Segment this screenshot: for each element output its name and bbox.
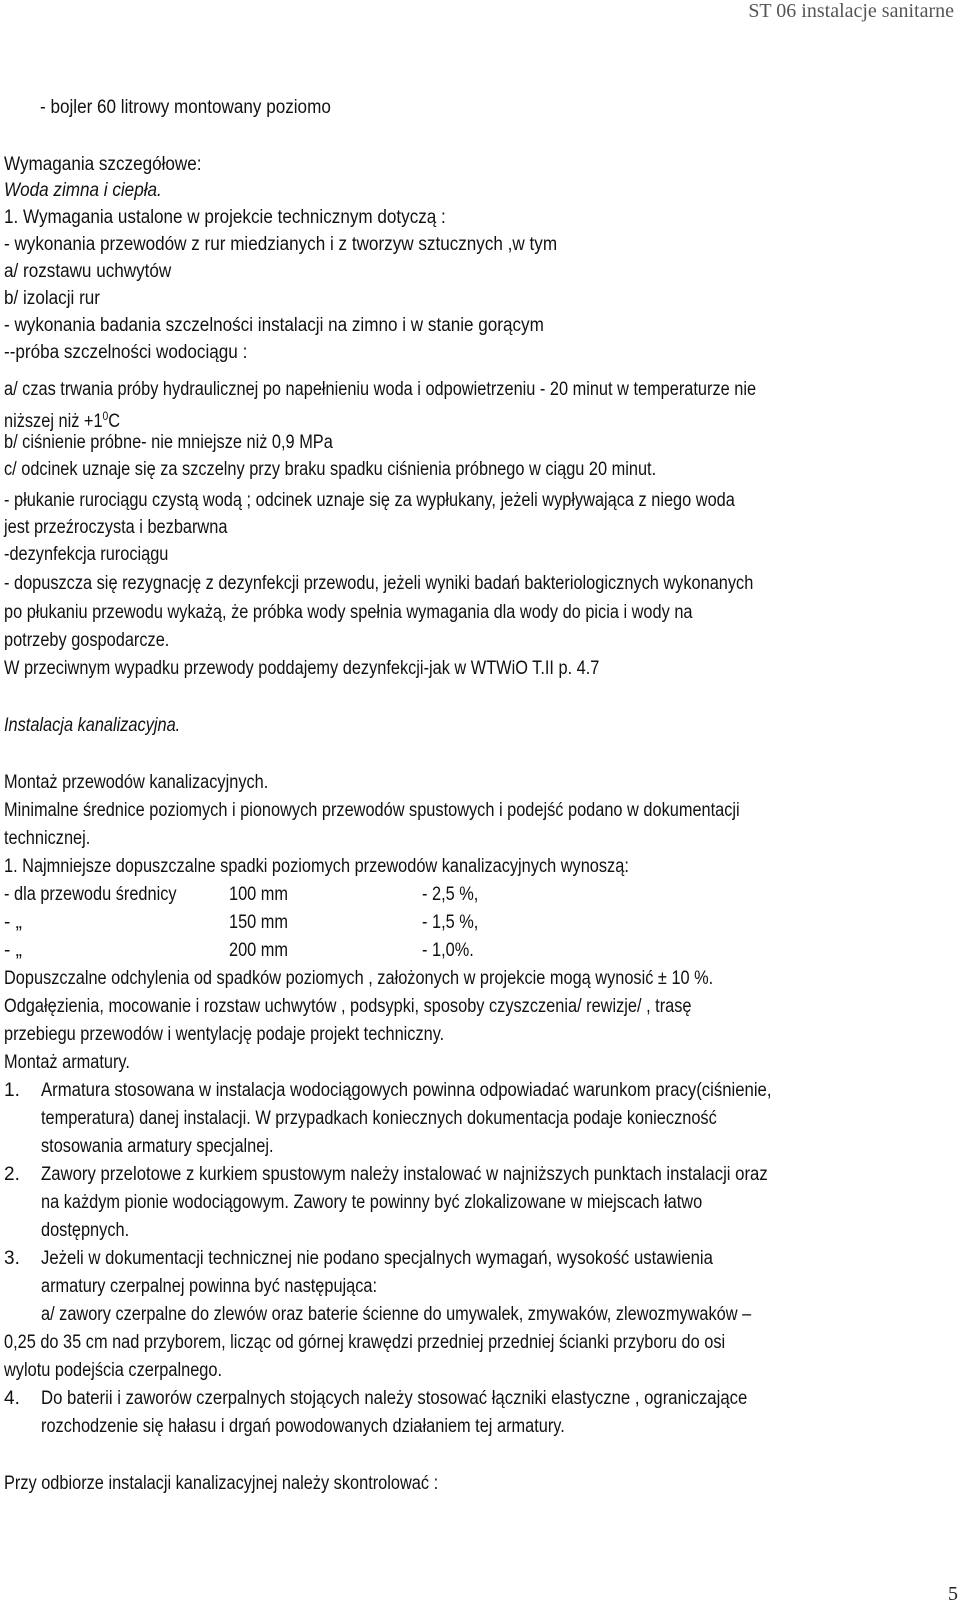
text-line: technicznej. xyxy=(4,828,91,849)
text-line: temperatura) danej instalacji. W przypadkach koniecznych dokumentacja podaje konieczność xyxy=(41,1108,717,1129)
section-heading: Instalacja kanalizacyjna. xyxy=(4,715,181,736)
text-line: - bojler 60 litrowy montowany poziomo xyxy=(40,97,331,118)
text-line: Dopuszczalne odchylenia od spadków poziomych , założonych w projekcie mogą wynosić ± 10 %. xyxy=(4,968,714,989)
numbered-item: 3. Jeżeli w dokumentacji technicznej nie podano specjalnych wymagań, wysokość ustawienia xyxy=(4,1248,713,1269)
subsection-heading: Montaż przewodów kanalizacyjnych. xyxy=(4,772,269,793)
text-line: Wymagania szczegółowe: xyxy=(4,154,202,175)
text-line: - wykonania przewodów z rur miedzianych i z tworzyw sztucznych ,w tym xyxy=(4,234,558,255)
text-line: 1. Wymagania ustalone w projekcie technicznym dotyczą : xyxy=(4,207,446,228)
text-line: Minimalne średnice poziomych i pionowych przewodów spustowych i podejść podano w dokumentacji xyxy=(4,800,740,821)
text-line: --próba szczelności wodociągu : xyxy=(4,342,248,363)
text-line: W przeciwnym wypadku przewody poddajemy dezynfekcji-jak w WTWiO T.II p. 4.7 xyxy=(4,658,600,679)
text-line: - dopuszcza się rezygnację z dezynfekcji przewodu, jeżeli wyniki badań bakteriologicznych wykonanych xyxy=(4,573,754,594)
slope-row: - „ 150 mm - 1,5 %, xyxy=(4,912,479,933)
text-line: niższej niż $+1^0C$ xyxy=(4,409,121,432)
text-line: c/ odcinek uznaje się za szczelny przy braku spadku ciśnienia próbnego w ciągu 20 minut. xyxy=(4,459,657,480)
text-line: na każdym pionie wodociągowym. Zawory te powinny być zlokalizowane w miejscach łatwo xyxy=(41,1192,703,1213)
text-line: Przy odbiorze instalacji kanalizacyjnej należy skontrolować : xyxy=(4,1473,439,1494)
text-line: b/ izolacji rur xyxy=(4,288,100,309)
text-line: po płukaniu przewodu wykażą, że próbka wody spełnia wymagania dla wody do picia i wody na xyxy=(4,602,693,623)
section-heading: Woda zimna i ciepła. xyxy=(4,180,162,201)
text-line: a/ zawory czerpalne do zlewów oraz baterie ścienne do umywalek, zmywaków, zlewozmywaków – xyxy=(41,1304,752,1325)
numbered-item: 2. Zawory przelotowe z kurkiem spustowym należy instalować w najniższych punktach instalacji oraz xyxy=(4,1164,768,1185)
text-line: a/ czas trwania próby hydraulicznej po napełnieniu woda i odpowietrzeniu - 20 minut w temperaturze nie xyxy=(4,379,757,400)
text-line: 1. Najmniejsze dopuszczalne spadki poziomych przewodów kanalizacyjnych wynoszą: xyxy=(4,856,629,877)
slope-row: - dla przewodu średnicy 100 mm - 2,5 %, xyxy=(4,884,479,905)
text-line: -dezynfekcja rurociągu xyxy=(4,544,169,565)
text-line: 0,25 do 35 cm nad przyborem, licząc od górnej krawędzi przedniej przedniej ścianki przyboru do osi xyxy=(4,1332,726,1353)
text-line: stosowania armatury specjalnej. xyxy=(41,1136,274,1157)
text-line: jest przeźroczysta i bezbarwna xyxy=(4,517,228,538)
document-header: ST 06 instalacje sanitarne xyxy=(748,0,954,22)
numbered-item: 1. Armatura stosowana w instalacja wodociągowych powinna odpowiadać warunkom pracy(ciśnienie, xyxy=(4,1080,772,1101)
slope-row: - „ 200 mm - 1,0%. xyxy=(4,940,474,961)
subsection-heading: Montaż armatury. xyxy=(4,1052,130,1073)
text-line: armatury czerpalnej powinna być następująca: xyxy=(41,1276,378,1297)
text-line: potrzeby gospodarcze. xyxy=(4,630,170,651)
text-line: Odgałęzienia, mocowanie i rozstaw uchwytów , podsypki, sposoby czyszczenia/ rewizje/ , trasę xyxy=(4,996,692,1017)
text-line: rozchodzenie się hałasu i drgań powodowanych działaniem tej armatury. xyxy=(41,1416,565,1437)
text-line: - wykonania badania szczelności instalacji na zimno i w stanie gorącym xyxy=(4,315,544,336)
text-line: a/ rozstawu uchwytów xyxy=(4,261,172,282)
text-line: b/ ciśnienie próbne- nie mniejsze niż 0,9 MPa xyxy=(4,432,333,453)
numbered-item: 4. Do baterii i zaworów czerpalnych stojących należy stosować łączniki elastyczne , ograniczające xyxy=(4,1388,748,1409)
text-line: przebiegu przewodów i wentylację podaje projekt techniczny. xyxy=(4,1024,445,1045)
text-line: wylotu podejścia czerpalnego. xyxy=(4,1360,223,1381)
text-line: - płukanie rurociągu czystą wodą ; odcinek uznaje się za wypłukany, jeżeli wypływająca z niego woda xyxy=(4,490,735,511)
text-line: dostępnych. xyxy=(41,1220,130,1241)
page-number: 5 xyxy=(948,1583,958,1605)
